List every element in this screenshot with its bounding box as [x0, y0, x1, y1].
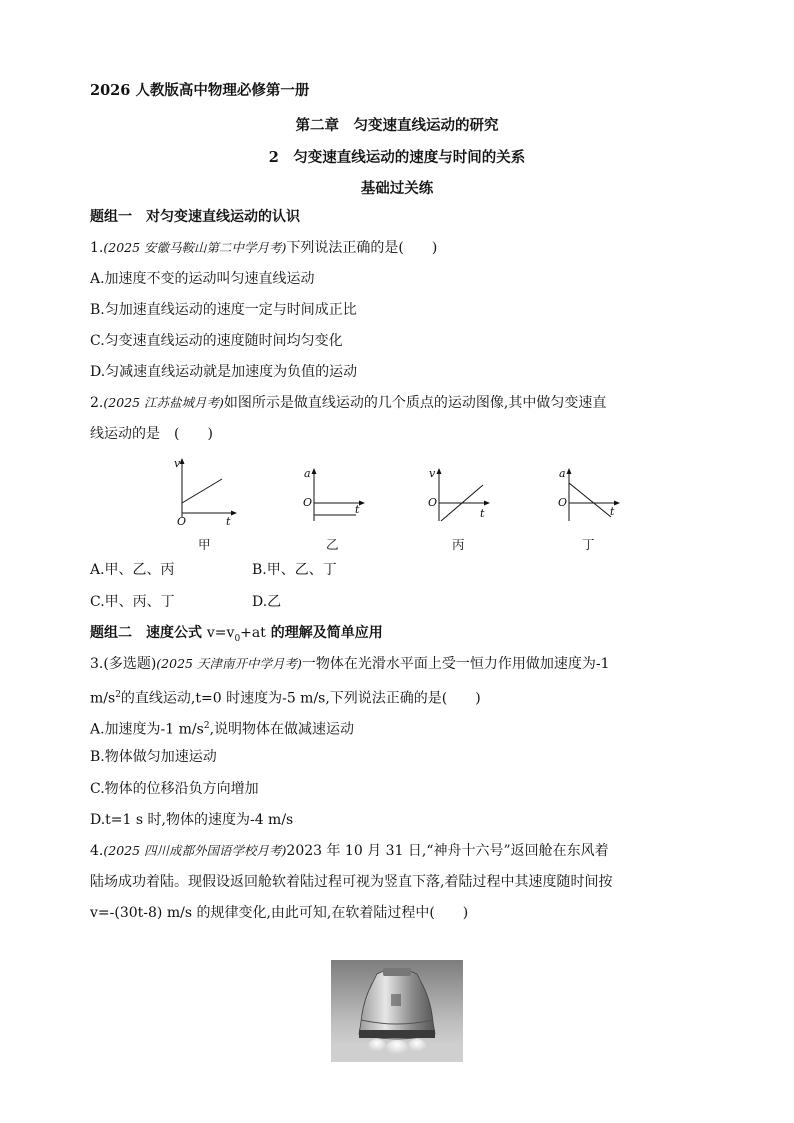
question-number: 3.	[90, 656, 104, 672]
question-stem: 一物体在光滑水平面上受一恒力作用做加速度为-1	[301, 656, 610, 672]
y-axis-arrow	[312, 468, 317, 474]
y-axis-label: v	[429, 467, 436, 480]
q1-option-d: D.匀减速直线运动就是加速度为负值的运动	[90, 364, 358, 380]
graph-caption-bing: 丙	[452, 537, 465, 552]
x-axis-arrow	[484, 501, 490, 506]
question-3	[90, 655, 609, 673]
q3-option-a	[90, 717, 354, 739]
graph-jia	[170, 455, 240, 527]
graph-line	[569, 483, 611, 517]
chapter-title: 第二章 匀变速直线运动的研究	[295, 117, 499, 134]
graph-caption-ding: 丁	[582, 537, 595, 552]
question-4-stem-cont: 陆场成功着陆。现假设返回舱软着陆过程可视为竖直下落,着陆过程中其速度随时间按	[90, 874, 613, 890]
graph-ding	[555, 465, 625, 523]
y-axis-label: v	[174, 457, 181, 470]
question-4-stem-cont2: v=-(30t-8) m/s 的规律变化,由此可知,在软着陆过程中( )	[90, 905, 469, 921]
origin-label: O	[303, 496, 313, 509]
question-source: (2025 四川成都外国语学校月考)	[103, 843, 287, 858]
graph-line	[182, 479, 222, 503]
origin-label: O	[428, 496, 438, 509]
y-axis-arrow	[437, 468, 442, 474]
q1-option-a: A.加速度不变的运动叫匀速直线运动	[90, 271, 315, 287]
origin-label: O	[558, 496, 568, 509]
graph-yi	[300, 465, 370, 523]
graph-caption-yi: 乙	[326, 537, 339, 552]
question-number: 2.	[90, 395, 104, 411]
question-number: 4.	[90, 843, 104, 859]
section-title: 2 匀变速直线运动的速度与时间的关系	[268, 149, 526, 166]
group2-title	[90, 624, 383, 648]
q2-option-b: B.甲、乙、丁	[252, 562, 337, 578]
superscript: 2	[115, 690, 121, 700]
question-4	[90, 842, 609, 860]
question-stem: 2023 年 10 月 31 日,“神舟十六号”返回舱在东风着	[286, 843, 609, 859]
question-1	[90, 239, 437, 257]
x-axis-arrow	[231, 511, 237, 516]
question-number: 1.	[90, 240, 104, 256]
x-axis-label: t	[480, 507, 485, 520]
unit: m/s	[90, 690, 116, 707]
origin-label: O	[177, 515, 187, 527]
question-source: (2025 江苏盐城月考)	[103, 395, 224, 410]
reentry-capsule-image	[331, 960, 463, 1062]
question-tag: (多选题)	[103, 656, 157, 672]
book-title: 2026 人教版高中物理必修第一册	[90, 82, 310, 99]
formula-part: v=v	[206, 625, 235, 641]
group2-title-pre: 题组二 速度公式	[90, 625, 207, 641]
q2-option-a: A.甲、乙、丙	[90, 562, 175, 578]
group2-title-post: 的理解及简单应用	[265, 625, 383, 641]
velocity-formula	[206, 625, 266, 644]
formula-part: +at	[240, 625, 266, 641]
x-axis-label: t	[355, 503, 360, 516]
option-text: ,说明物体在做减速运动	[209, 721, 355, 738]
q3-option-b: B.物体做匀加速运动	[90, 749, 217, 765]
x-axis-label: t	[226, 515, 231, 527]
question-source: (2025 安徽马鞍山第二中学月考)	[103, 240, 287, 255]
x-axis-arrow	[614, 501, 620, 506]
group1-title: 题组一 对匀变速直线运动的认识	[90, 209, 300, 225]
q1-option-c: C.匀变速直线运动的速度随时间均匀变化	[90, 333, 343, 349]
y-axis-label: a	[559, 467, 566, 480]
graph-bing	[425, 465, 495, 523]
question-3-stem-cont	[90, 686, 481, 708]
formula-subscript: 0	[234, 633, 241, 644]
q3-option-c: C.物体的位移沿负方向增加	[90, 781, 259, 797]
q1-option-b: B.匀加速直线运动的速度一定与时间成正比	[90, 302, 357, 318]
question-2-stem-cont: 线运动的是 ( )	[90, 426, 213, 442]
question-2	[90, 394, 606, 412]
graph-caption-jia: 甲	[198, 537, 211, 552]
y-axis-label: a	[304, 467, 311, 480]
y-axis-arrow	[180, 458, 185, 464]
stem-text: 的直线运动,t=0 时速度为-5 m/s,下列说法正确的是( )	[120, 690, 481, 707]
x-axis-arrow	[359, 501, 365, 506]
option-text: A.加速度为-1 m/s	[90, 721, 204, 738]
q2-option-c: C.甲、丙、丁	[90, 594, 175, 610]
practice-title: 基础过关练	[360, 180, 434, 197]
q2-option-d: D.乙	[252, 594, 282, 610]
q3-option-d: D.t=1 s 时,物体的速度为-4 m/s	[90, 812, 294, 828]
question-stem: 下列说法正确的是( )	[286, 240, 438, 256]
question-stem: 如图所示是做直线运动的几个质点的运动图像,其中做匀变速直	[223, 395, 607, 411]
y-axis-arrow	[567, 468, 572, 474]
x-axis-label: t	[610, 505, 615, 518]
superscript: 2	[203, 721, 210, 731]
question-source: (2025 天津南开中学月考)	[156, 656, 302, 671]
